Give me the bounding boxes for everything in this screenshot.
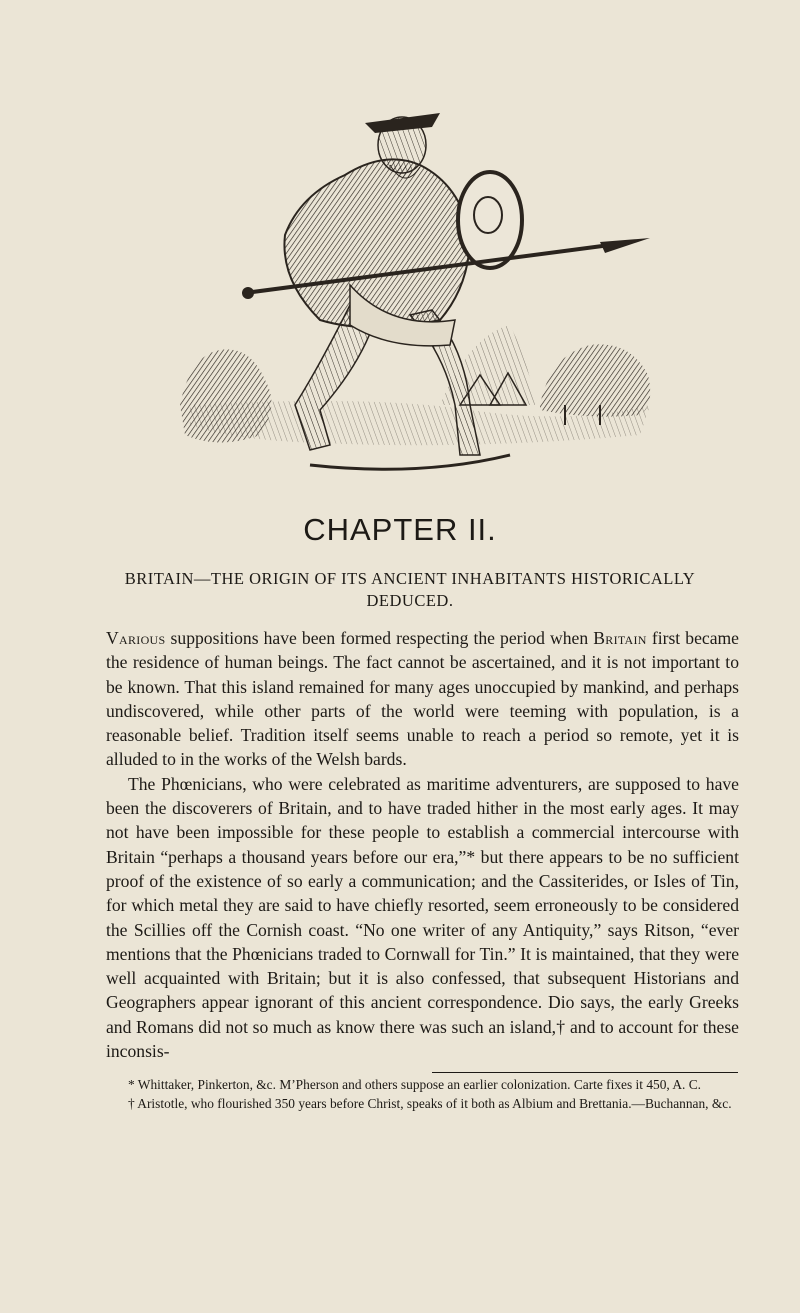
footnotes	[106, 1075, 739, 1113]
ancient-briton-warrior-icon	[170, 105, 660, 490]
chapter-heading: CHAPTER II.	[303, 512, 497, 547]
lead-word-various: Various	[106, 628, 166, 648]
lead-word-britain: Britain	[593, 628, 647, 648]
paragraph-1-part-a: suppositions have been formed respecting the period when	[165, 628, 594, 648]
footnote-2: † Aristotle, who flourished 350 years before Christ, speaks of it both as Albium and Brettania.—Buchannan, &c.	[128, 1096, 732, 1112]
paragraph-2: The Phœnicians, who were celebrated as maritime adventurers, are supposed to have been the discoverers of Britain, and to have traded hither in the most early ages. It may not have been impossible for these people to establish a commercial intercourse with Britain “perhaps a thousand years before our era,”* but there appears to be no sufficient proof of the existence of so early a communication; and the Cassiterides, or Isles of Tin, for which metal they are said to have chiefly resorted, seem erroneously to be considered the Scillies off the Cornish coast. “No one writer of any Antiquity,” says Ritson, “ever mentions that the Phœnicians traded to Cornwall for Tin.” It is maintained, that they were well acquainted with Britain; but it is also confessed, that subsequent Historians and Geographers appear ignorant of this ancient correspondence. Dio says, the early Greeks and Romans did not so much as know there was such an island,† and to account for these inconsis-	[106, 773, 739, 1062]
chapter-subtitle: BRITAIN—THE ORIGIN OF ITS ANCIENT INHABITANTS HISTORICALLY DEDUCED.	[124, 569, 696, 610]
footnote-1: * Whittaker, Pinkerton, &c. M’Pherson and others suppose an earlier colonization. Carte fixes it 450, A. C.	[128, 1077, 702, 1092]
paragraph-1-part-b: first became the residence of human beings. The fact cannot be ascertained, and it is not important to be known. That this island remained for many ages unoccupied by mankind, and perhaps undiscovered, while other parts of the world were teeming with population, is a reasonable belief. Tradition itself seems unable to reach a period so remote, yet it is alluded to in the works of the Welsh bards.	[106, 628, 739, 770]
body-text	[106, 626, 739, 1063]
paragraph-1	[106, 626, 739, 772]
footnote-rule	[432, 1072, 738, 1073]
